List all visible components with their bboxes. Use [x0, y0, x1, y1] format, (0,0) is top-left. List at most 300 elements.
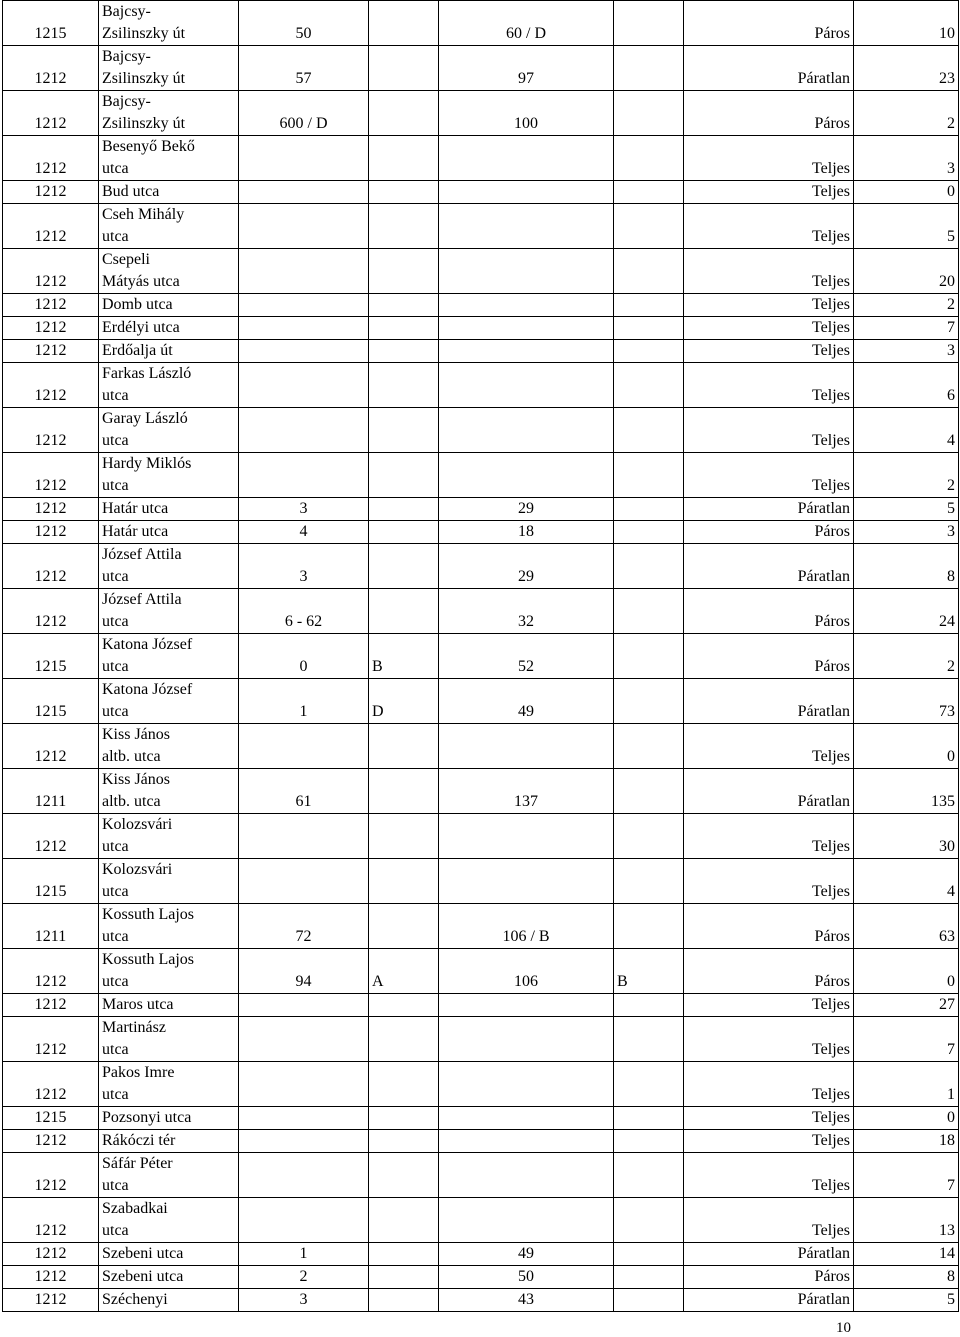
parity-type-cell: Páros — [684, 1266, 854, 1289]
parity-type-cell: Páratlan — [684, 498, 854, 521]
table-row — [3, 136, 959, 181]
street-cell: Domb utca — [99, 294, 239, 317]
first-number-cell: 1 — [239, 1243, 369, 1266]
table-row — [3, 46, 959, 91]
table-row — [3, 1153, 959, 1198]
first-number-cell: 3 — [239, 544, 369, 589]
first-letter-cell — [369, 1266, 439, 1289]
first-letter-cell — [369, 1107, 439, 1130]
parity-type-cell: Páros — [684, 1, 854, 46]
postcode-cell: 1212 — [3, 294, 99, 317]
postcode-cell: 1212 — [3, 91, 99, 136]
table-row — [3, 181, 959, 204]
table-row — [3, 679, 959, 724]
count-cell: 18 — [854, 1130, 959, 1153]
last-number-cell: 106 — [439, 949, 614, 994]
count-cell: 0 — [854, 949, 959, 994]
first-number-cell — [239, 859, 369, 904]
table-row — [3, 544, 959, 589]
first-letter-cell: A — [369, 949, 439, 994]
parity-type-cell: Páros — [684, 904, 854, 949]
last-letter-cell — [614, 498, 684, 521]
count-cell: 8 — [854, 544, 959, 589]
parity-type-cell: Páros — [684, 91, 854, 136]
last-number-cell — [439, 1130, 614, 1153]
count-cell: 10 — [854, 1, 959, 46]
street-cell: Erdőalja út — [99, 340, 239, 363]
street-cell: Sáfár Péter utca — [99, 1153, 239, 1198]
table-row — [3, 1266, 959, 1289]
last-letter-cell — [614, 1198, 684, 1243]
first-number-cell — [239, 453, 369, 498]
last-number-cell — [439, 453, 614, 498]
postcode-cell: 1212 — [3, 363, 99, 408]
last-letter-cell — [614, 679, 684, 724]
postcode-cell: 1212 — [3, 136, 99, 181]
postcode-cell: 1212 — [3, 1266, 99, 1289]
first-number-cell: 57 — [239, 46, 369, 91]
postcode-cell: 1212 — [3, 521, 99, 544]
count-cell: 73 — [854, 679, 959, 724]
count-cell: 14 — [854, 1243, 959, 1266]
last-letter-cell — [614, 1, 684, 46]
table-row — [3, 1243, 959, 1266]
first-number-cell — [239, 814, 369, 859]
count-cell: 3 — [854, 521, 959, 544]
last-number-cell: 29 — [439, 498, 614, 521]
parity-type-cell: Teljes — [684, 1198, 854, 1243]
last-letter-cell — [614, 814, 684, 859]
last-number-cell: 60 / D — [439, 1, 614, 46]
first-number-cell — [239, 1130, 369, 1153]
postcode-cell: 1212 — [3, 994, 99, 1017]
count-cell: 7 — [854, 1017, 959, 1062]
first-number-cell — [239, 408, 369, 453]
last-letter-cell — [614, 769, 684, 814]
last-number-cell — [439, 994, 614, 1017]
last-number-cell: 97 — [439, 46, 614, 91]
parity-type-cell: Teljes — [684, 859, 854, 904]
last-letter-cell — [614, 408, 684, 453]
first-number-cell: 2 — [239, 1266, 369, 1289]
first-number-cell: 72 — [239, 904, 369, 949]
table-row — [3, 204, 959, 249]
last-number-cell — [439, 317, 614, 340]
last-letter-cell — [614, 46, 684, 91]
first-letter-cell — [369, 136, 439, 181]
last-letter-cell — [614, 634, 684, 679]
first-letter-cell — [369, 1289, 439, 1312]
postcode-cell: 1212 — [3, 589, 99, 634]
first-number-cell: 4 — [239, 521, 369, 544]
last-letter-cell — [614, 453, 684, 498]
last-letter-cell — [614, 1243, 684, 1266]
parity-type-cell: Teljes — [684, 1107, 854, 1130]
last-number-cell — [439, 1017, 614, 1062]
parity-type-cell: Teljes — [684, 408, 854, 453]
table-row — [3, 1, 959, 46]
table-row — [3, 1289, 959, 1312]
first-number-cell: 50 — [239, 1, 369, 46]
last-number-cell — [439, 859, 614, 904]
last-letter-cell — [614, 317, 684, 340]
last-number-cell: 52 — [439, 634, 614, 679]
first-letter-cell — [369, 1243, 439, 1266]
street-cell: Bajcsy- Zsilinszky út — [99, 1, 239, 46]
street-cell: József Attila utca — [99, 544, 239, 589]
street-cell: Csepeli Mátyás utca — [99, 249, 239, 294]
table-row — [3, 589, 959, 634]
count-cell: 24 — [854, 589, 959, 634]
first-number-cell — [239, 136, 369, 181]
parity-type-cell: Teljes — [684, 249, 854, 294]
first-letter-cell — [369, 340, 439, 363]
table-row — [3, 294, 959, 317]
table-row — [3, 1198, 959, 1243]
count-cell: 2 — [854, 91, 959, 136]
parity-type-cell: Páros — [684, 521, 854, 544]
street-cell: Szebeni utca — [99, 1243, 239, 1266]
count-cell: 2 — [854, 634, 959, 679]
table-row — [3, 340, 959, 363]
parity-type-cell: Teljes — [684, 363, 854, 408]
parity-type-cell: Teljes — [684, 1153, 854, 1198]
page-number: 10 — [836, 1320, 851, 1336]
table-row — [3, 949, 959, 994]
table-row — [3, 249, 959, 294]
last-letter-cell — [614, 589, 684, 634]
table-row — [3, 363, 959, 408]
last-number-cell — [439, 1198, 614, 1243]
count-cell: 5 — [854, 498, 959, 521]
last-letter-cell — [614, 181, 684, 204]
street-cell: Bud utca — [99, 181, 239, 204]
first-number-cell — [239, 1062, 369, 1107]
postcode-cell: 1212 — [3, 498, 99, 521]
postcode-cell: 1215 — [3, 634, 99, 679]
street-cell: József Attila utca — [99, 589, 239, 634]
last-letter-cell: B — [614, 949, 684, 994]
street-cell: Martinász utca — [99, 1017, 239, 1062]
table-row — [3, 724, 959, 769]
parity-type-cell: Teljes — [684, 136, 854, 181]
last-letter-cell — [614, 994, 684, 1017]
first-number-cell: 94 — [239, 949, 369, 994]
first-letter-cell — [369, 724, 439, 769]
last-letter-cell — [614, 363, 684, 408]
street-cell: Besenyő Bekő utca — [99, 136, 239, 181]
first-number-cell — [239, 994, 369, 1017]
street-cell: Határ utca — [99, 521, 239, 544]
parity-type-cell: Teljes — [684, 994, 854, 1017]
first-number-cell — [239, 249, 369, 294]
parity-type-cell: Páros — [684, 949, 854, 994]
last-letter-cell — [614, 340, 684, 363]
count-cell: 4 — [854, 408, 959, 453]
count-cell: 7 — [854, 1153, 959, 1198]
postcode-cell: 1212 — [3, 340, 99, 363]
last-number-cell — [439, 1107, 614, 1130]
street-cell: Kossuth Lajos utca — [99, 904, 239, 949]
last-letter-cell — [614, 1017, 684, 1062]
table-row — [3, 1107, 959, 1130]
postcode-cell: 1212 — [3, 1062, 99, 1107]
address-table — [2, 0, 959, 1312]
first-letter-cell — [369, 769, 439, 814]
last-letter-cell — [614, 91, 684, 136]
first-letter-cell — [369, 1198, 439, 1243]
postcode-cell: 1212 — [3, 317, 99, 340]
postcode-cell: 1211 — [3, 769, 99, 814]
street-cell: Katona József utca — [99, 679, 239, 724]
parity-type-cell: Teljes — [684, 1062, 854, 1107]
last-number-cell — [439, 249, 614, 294]
parity-type-cell: Páratlan — [684, 679, 854, 724]
postcode-cell: 1215 — [3, 679, 99, 724]
table-row — [3, 453, 959, 498]
first-number-cell — [239, 724, 369, 769]
first-number-cell: 61 — [239, 769, 369, 814]
count-cell: 5 — [854, 1289, 959, 1312]
street-cell: Farkas László utca — [99, 363, 239, 408]
last-letter-cell — [614, 249, 684, 294]
first-letter-cell — [369, 814, 439, 859]
street-cell: Kiss János altb. utca — [99, 769, 239, 814]
table-row — [3, 91, 959, 136]
count-cell: 4 — [854, 859, 959, 904]
table-body — [3, 1, 959, 1312]
last-letter-cell — [614, 1130, 684, 1153]
last-letter-cell — [614, 1153, 684, 1198]
postcode-cell: 1212 — [3, 249, 99, 294]
last-number-cell: 100 — [439, 91, 614, 136]
count-cell: 2 — [854, 294, 959, 317]
table-row — [3, 904, 959, 949]
last-letter-cell — [614, 724, 684, 769]
postcode-cell: 1212 — [3, 181, 99, 204]
table-row — [3, 994, 959, 1017]
last-letter-cell — [614, 204, 684, 249]
first-number-cell — [239, 181, 369, 204]
parity-type-cell: Teljes — [684, 1017, 854, 1062]
first-letter-cell — [369, 317, 439, 340]
street-cell: Szabadkai utca — [99, 1198, 239, 1243]
street-cell: Maros utca — [99, 994, 239, 1017]
table-row — [3, 408, 959, 453]
postcode-cell: 1215 — [3, 859, 99, 904]
postcode-cell: 1211 — [3, 904, 99, 949]
last-number-cell: 49 — [439, 1243, 614, 1266]
table-row — [3, 317, 959, 340]
first-letter-cell — [369, 994, 439, 1017]
first-letter-cell — [369, 1, 439, 46]
count-cell: 20 — [854, 249, 959, 294]
count-cell: 3 — [854, 340, 959, 363]
first-letter-cell — [369, 1062, 439, 1107]
street-cell: Kolozsvári utca — [99, 859, 239, 904]
last-number-cell — [439, 724, 614, 769]
postcode-cell: 1212 — [3, 1198, 99, 1243]
last-number-cell: 29 — [439, 544, 614, 589]
last-number-cell — [439, 181, 614, 204]
last-number-cell — [439, 408, 614, 453]
last-letter-cell — [614, 1289, 684, 1312]
parity-type-cell: Teljes — [684, 317, 854, 340]
last-letter-cell — [614, 904, 684, 949]
street-cell: Széchenyi — [99, 1289, 239, 1312]
parity-type-cell: Teljes — [684, 181, 854, 204]
table-row — [3, 521, 959, 544]
last-number-cell: 106 / B — [439, 904, 614, 949]
parity-type-cell: Teljes — [684, 814, 854, 859]
parity-type-cell: Páratlan — [684, 46, 854, 91]
last-number-cell — [439, 1062, 614, 1107]
postcode-cell: 1212 — [3, 204, 99, 249]
table-row — [3, 1062, 959, 1107]
first-letter-cell — [369, 408, 439, 453]
street-cell: Bajcsy- Zsilinszky út — [99, 91, 239, 136]
postcode-cell: 1212 — [3, 408, 99, 453]
first-number-cell — [239, 1017, 369, 1062]
last-letter-cell — [614, 544, 684, 589]
first-letter-cell — [369, 544, 439, 589]
street-cell: Erdélyi utca — [99, 317, 239, 340]
street-cell: Kolozsvári utca — [99, 814, 239, 859]
first-letter-cell — [369, 1153, 439, 1198]
first-letter-cell — [369, 46, 439, 91]
last-number-cell — [439, 363, 614, 408]
parity-type-cell: Teljes — [684, 724, 854, 769]
street-cell: Cseh Mihály utca — [99, 204, 239, 249]
street-cell: Katona József utca — [99, 634, 239, 679]
parity-type-cell: Páratlan — [684, 769, 854, 814]
parity-type-cell: Teljes — [684, 1130, 854, 1153]
first-letter-cell: B — [369, 634, 439, 679]
table-row — [3, 498, 959, 521]
parity-type-cell: Páratlan — [684, 1243, 854, 1266]
last-number-cell — [439, 340, 614, 363]
parity-type-cell: Páratlan — [684, 544, 854, 589]
count-cell: 8 — [854, 1266, 959, 1289]
postcode-cell: 1212 — [3, 814, 99, 859]
first-letter-cell — [369, 453, 439, 498]
first-letter-cell — [369, 181, 439, 204]
postcode-cell: 1212 — [3, 46, 99, 91]
first-letter-cell — [369, 363, 439, 408]
count-cell: 13 — [854, 1198, 959, 1243]
first-letter-cell — [369, 589, 439, 634]
first-number-cell: 600 / D — [239, 91, 369, 136]
first-number-cell — [239, 204, 369, 249]
first-number-cell — [239, 1198, 369, 1243]
parity-type-cell: Páros — [684, 589, 854, 634]
count-cell: 135 — [854, 769, 959, 814]
first-letter-cell — [369, 904, 439, 949]
postcode-cell: 1212 — [3, 544, 99, 589]
first-letter-cell — [369, 91, 439, 136]
street-cell: Bajcsy- Zsilinszky út — [99, 46, 239, 91]
table-row — [3, 769, 959, 814]
last-number-cell: 18 — [439, 521, 614, 544]
first-number-cell — [239, 340, 369, 363]
postcode-cell: 1215 — [3, 1, 99, 46]
street-cell: Határ utca — [99, 498, 239, 521]
street-cell: Rákóczi tér — [99, 1130, 239, 1153]
first-letter-cell — [369, 521, 439, 544]
postcode-cell: 1212 — [3, 1130, 99, 1153]
postcode-cell: 1212 — [3, 1289, 99, 1312]
table-row — [3, 634, 959, 679]
count-cell: 6 — [854, 363, 959, 408]
count-cell: 30 — [854, 814, 959, 859]
street-cell: Pakos Imre utca — [99, 1062, 239, 1107]
table-row — [3, 1130, 959, 1153]
first-letter-cell — [369, 498, 439, 521]
last-number-cell — [439, 814, 614, 859]
last-number-cell — [439, 204, 614, 249]
count-cell: 7 — [854, 317, 959, 340]
first-number-cell: 3 — [239, 498, 369, 521]
parity-type-cell: Teljes — [684, 294, 854, 317]
last-letter-cell — [614, 136, 684, 181]
postcode-cell: 1212 — [3, 1243, 99, 1266]
postcode-cell: 1212 — [3, 949, 99, 994]
street-cell: Szebeni utca — [99, 1266, 239, 1289]
last-number-cell — [439, 294, 614, 317]
count-cell: 63 — [854, 904, 959, 949]
count-cell: 5 — [854, 204, 959, 249]
table-row — [3, 814, 959, 859]
count-cell: 27 — [854, 994, 959, 1017]
first-letter-cell — [369, 249, 439, 294]
first-letter-cell — [369, 294, 439, 317]
last-letter-cell — [614, 1062, 684, 1107]
postcode-cell: 1212 — [3, 1153, 99, 1198]
first-number-cell: 3 — [239, 1289, 369, 1312]
count-cell: 0 — [854, 724, 959, 769]
count-cell: 3 — [854, 136, 959, 181]
parity-type-cell: Páratlan — [684, 1289, 854, 1312]
first-number-cell — [239, 1153, 369, 1198]
last-letter-cell — [614, 1266, 684, 1289]
first-number-cell — [239, 363, 369, 408]
parity-type-cell: Páros — [684, 634, 854, 679]
first-letter-cell: D — [369, 679, 439, 724]
parity-type-cell: Teljes — [684, 204, 854, 249]
last-letter-cell — [614, 859, 684, 904]
count-cell: 1 — [854, 1062, 959, 1107]
last-number-cell: 50 — [439, 1266, 614, 1289]
parity-type-cell: Teljes — [684, 453, 854, 498]
last-number-cell: 137 — [439, 769, 614, 814]
first-letter-cell — [369, 204, 439, 249]
table-row — [3, 1017, 959, 1062]
postcode-cell: 1212 — [3, 453, 99, 498]
last-number-cell: 43 — [439, 1289, 614, 1312]
first-number-cell: 6 - 62 — [239, 589, 369, 634]
postcode-cell: 1215 — [3, 1107, 99, 1130]
street-cell: Pozsonyi utca — [99, 1107, 239, 1130]
count-cell: 0 — [854, 181, 959, 204]
table-row — [3, 859, 959, 904]
first-letter-cell — [369, 1130, 439, 1153]
parity-type-cell: Teljes — [684, 340, 854, 363]
first-letter-cell — [369, 859, 439, 904]
first-number-cell — [239, 317, 369, 340]
last-number-cell — [439, 136, 614, 181]
last-letter-cell — [614, 521, 684, 544]
last-number-cell: 32 — [439, 589, 614, 634]
